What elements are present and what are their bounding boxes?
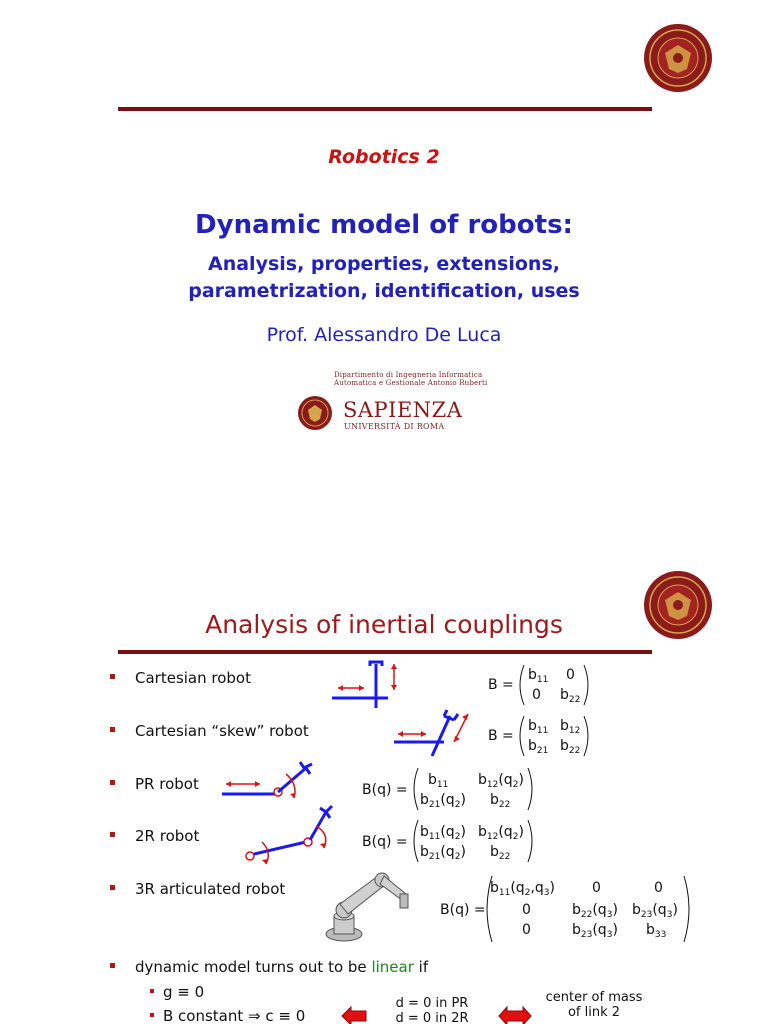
svg-text:0: 0 [522, 922, 531, 938]
linear-prefix: dynamic model turns out to be [135, 958, 367, 976]
svg-text:b21: $b_{21}$ [528, 738, 549, 756]
bullet-label: 2R robot [135, 827, 200, 845]
department-line2: Automatica e Gestionale Antonio Ruberti [334, 379, 488, 387]
lecture-subtitle-line2: parametrization, identification, uses [188, 280, 580, 302]
2r-robot-diagram [240, 804, 340, 864]
linear-suffix: if [418, 958, 429, 976]
university-name: SAPIENZA [343, 398, 463, 422]
course-title: Robotics 2 [328, 146, 440, 168]
cartesian-robot-diagram [330, 660, 410, 710]
bullet-3r-robot [110, 880, 285, 898]
bullet-marker [150, 1013, 154, 1017]
author-name: Prof. Alessandro De Luca [266, 324, 502, 346]
note-line2: d = 0 in 2R [395, 1011, 469, 1024]
bullet-marker [110, 727, 115, 732]
note-line2: of link 2 [567, 1005, 621, 1020]
svg-text:B(q) =: B(q) = [362, 782, 408, 798]
department-line1: Dipartimento di Ingegneria Informatica [334, 371, 483, 379]
svg-text:b22: $b_{22}$ [560, 738, 581, 756]
left-arrow-icon [341, 1006, 367, 1024]
svg-text:0: 0 [654, 880, 663, 896]
bullet-marker [110, 674, 115, 679]
double-arrow-icon [498, 1006, 532, 1024]
sub-bullet-gravity [150, 983, 204, 1001]
svg-text:b12: $b_{12}$ [560, 718, 581, 736]
svg-text:B(q) =: B(q) = [362, 834, 408, 850]
header-rule [118, 107, 652, 111]
articulated-robot-illustration [312, 868, 418, 946]
svg-text:0: 0 [532, 687, 541, 703]
svg-text:b22: $b_{22}$ [490, 844, 511, 862]
bullet-cartesian-skew [110, 722, 309, 740]
svg-text:b11: $b_{11}$ [528, 718, 549, 736]
sapienza-small-seal-icon [297, 395, 333, 431]
svg-text:b33: $b_{33}$ [646, 922, 667, 940]
university-subtitle: UNIVERSITÀ DI ROMA [344, 422, 445, 431]
svg-text:b23(q3): $b_{23}(q_3)$ [632, 902, 678, 920]
note-line1: center of mass [545, 990, 643, 1005]
pr-robot-diagram [220, 760, 320, 800]
bullet-label: Cartesian robot [135, 669, 251, 687]
bullet-marker [110, 963, 115, 968]
svg-text:B =: B = [488, 728, 514, 744]
note-center-of-mass-link2 [540, 990, 648, 1020]
svg-text:b11(q2): $b_{11}(q_2)$ [420, 824, 466, 842]
skew-robot-diagram [392, 708, 482, 758]
svg-text:b12(q2): $b_{12}(q_2)$ [478, 772, 524, 790]
svg-text:0: 0 [592, 880, 601, 896]
bullet-pr-robot [110, 775, 199, 793]
note-line1: d = 0 in PR [395, 996, 469, 1011]
note-center-of-mass-condition [384, 996, 480, 1024]
bullet-marker [150, 989, 154, 993]
svg-text:b21(q2): $b_{21}(q_2)$ [420, 844, 466, 862]
department-name [334, 371, 487, 387]
svg-text:0: 0 [522, 902, 531, 918]
svg-text:B =: B = [488, 677, 514, 693]
bullet-linear-condition [110, 958, 428, 976]
bullet-marker [110, 832, 115, 837]
lecture-subtitle-line1: Analysis, properties, extensions, [208, 253, 560, 275]
condition-constant-inertia: B constant ⇒ c ≡ 0 [163, 1007, 306, 1024]
condition-gravity: g ≡ 0 [163, 983, 205, 1001]
header-rule [118, 650, 652, 654]
linear-word: linear [371, 958, 414, 976]
matrix-brackets [488, 714, 608, 758]
bullet-2r-robot [110, 827, 199, 845]
lecture-title: Dynamic model of robots: [195, 210, 573, 240]
content-slide [0, 556, 768, 1024]
matrix-brackets [440, 874, 700, 944]
bullet-label: PR robot [135, 775, 199, 793]
sub-bullet-constant-inertia [150, 1007, 305, 1024]
svg-text:b22: $b_{22}$ [490, 792, 511, 810]
svg-text:B(q) =: B(q) = [440, 902, 486, 918]
bullet-label: Cartesian “skew” robot [135, 722, 309, 740]
svg-text:b11: $b_{11}$ [528, 667, 549, 685]
svg-text:b11: $b_{11}$ [428, 772, 449, 790]
matrix-brackets [362, 766, 552, 812]
slide-title: Analysis of inertial couplings [205, 610, 563, 639]
svg-text:b11(q2,q3): $b_{11}(q_2,q_3)$ [490, 880, 555, 898]
bullet-marker [110, 780, 115, 785]
svg-text:b21(q2): $b_{21}(q_2)$ [420, 792, 466, 810]
svg-text:0: 0 [566, 667, 575, 683]
bullet-label: 3R articulated robot [135, 880, 286, 898]
svg-text:b23(q3): $b_{23}(q_3)$ [572, 922, 618, 940]
svg-text:b22(q3): $b_{22}(q_3)$ [572, 902, 618, 920]
bullet-cartesian [110, 669, 251, 687]
sapienza-seal-logo [643, 23, 713, 93]
bullet-marker [110, 885, 115, 890]
matrix-brackets [488, 663, 608, 707]
matrix-brackets [362, 818, 552, 864]
svg-text:b12(q2): $b_{12}(q_2)$ [478, 824, 524, 842]
svg-text:b22: $b_{22}$ [560, 687, 581, 705]
